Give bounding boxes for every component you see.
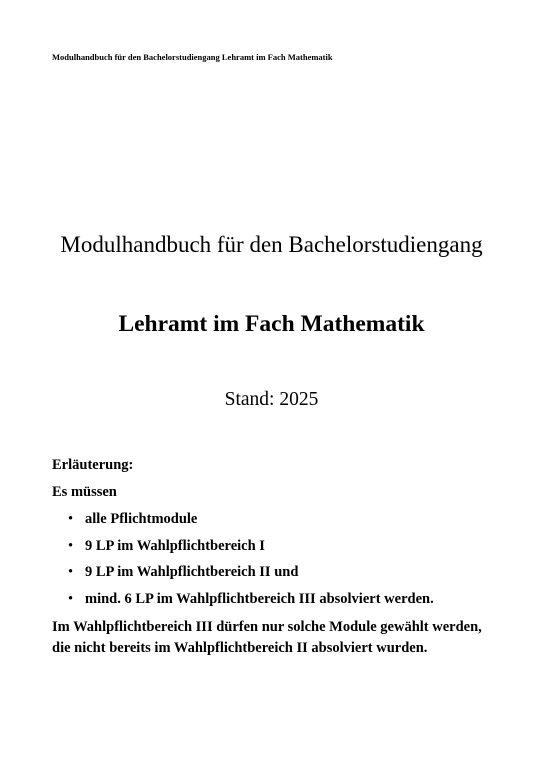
list-item-text: mind. 6 LP im Wahlpflichtbereich III absolviert werden. <box>85 590 434 607</box>
document-date: Stand: 2025 <box>224 389 319 410</box>
explanation-section <box>52 457 512 659</box>
list-item <box>52 511 512 538</box>
explanation-intro: Es müssen <box>52 484 117 500</box>
explanation-note <box>52 617 512 659</box>
bullet-icon: • <box>68 537 74 554</box>
running-header: Modulhandbuch für den Bachelorstudiengang Lehramt im Fach Mathematik <box>52 52 333 62</box>
bullet-icon: • <box>68 590 74 607</box>
note-line: die nicht bereits im Wahlpflichtbereich II absolviert wurden. <box>52 640 428 656</box>
document-subtitle: Lehramt im Fach Mathematik <box>118 311 425 337</box>
note-line: Im Wahlpflichtbereich III dürfen nur solche Module gewählt werden, <box>52 619 482 635</box>
list-item-text: 9 LP im Wahlpflichtbereich II und <box>85 564 299 580</box>
list-item <box>52 564 512 591</box>
list-item <box>52 591 512 618</box>
explanation-heading: Erläuterung: <box>52 457 134 473</box>
list-item-text: 9 LP im Wahlpflichtbereich I <box>85 537 265 554</box>
requirements-list <box>52 511 512 617</box>
bullet-icon: • <box>68 564 74 580</box>
list-item-text: alle Pflichtmodule <box>85 511 198 527</box>
bullet-icon: • <box>68 511 74 527</box>
list-item <box>52 538 512 565</box>
document-title: Modulhandbuch für den Bachelorstudiengang <box>60 232 483 257</box>
